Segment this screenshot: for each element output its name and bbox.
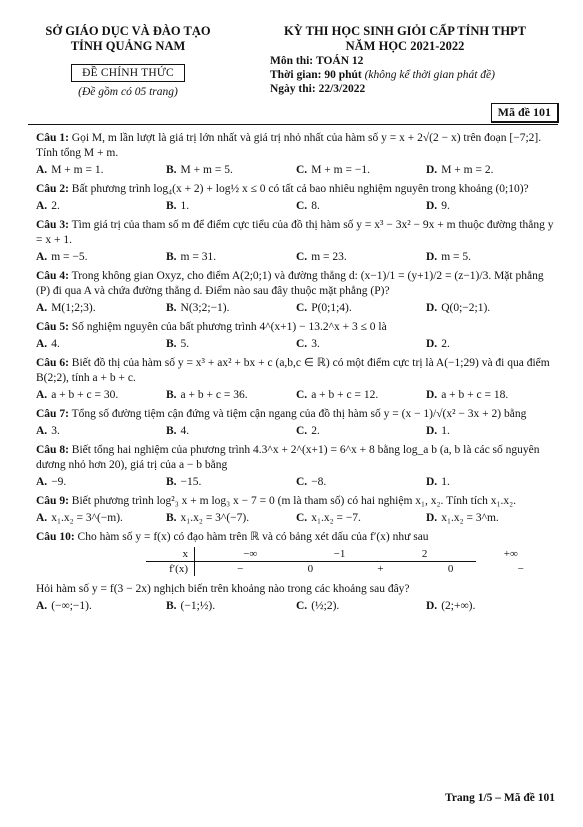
option-text: 3. [51, 425, 60, 437]
question-9 [36, 494, 556, 526]
option-text: 2. [311, 425, 320, 437]
option-letter: D. [426, 476, 438, 488]
option-text: x₁.x₂ = 3^(−7). [180, 512, 250, 524]
date-value: 22/3/2022 [318, 83, 366, 95]
time-line [270, 68, 560, 82]
answer-option-a [36, 511, 166, 526]
option-letter: B. [166, 600, 177, 612]
exam-title: KỲ THI HỌC SINH GIỎI CẤP TỈNH THPT [283, 24, 527, 38]
question-number: Câu 4: [36, 270, 69, 282]
question-text [36, 182, 556, 197]
question-text [36, 131, 556, 161]
sign-table-x-label: x [146, 547, 195, 561]
answer-option-b [166, 475, 296, 490]
answer-option-c [296, 163, 426, 178]
answer-option-d [426, 511, 556, 526]
option-text: 3. [311, 338, 320, 350]
question-followup: Hỏi hàm số y = f(3 − 2x) nghịch biến trên khoảng nào trong các khoảng sau đây? [36, 583, 410, 595]
answer-option-b [166, 388, 296, 403]
subject-value: TOÁN 12 [316, 55, 364, 67]
time-value: 90 phút [324, 69, 362, 81]
option-text: (½;2). [311, 600, 340, 612]
question-body: Biết đồ thị của hàm số y = x³ + ax² + bx + c (a,b,c ∈ ℝ) có một điểm cực trị là A(−1;29) và đi qua điểm B(2;2), tính a + b + c. [36, 357, 550, 384]
answer-option-a [36, 599, 166, 614]
option-letter: A. [36, 251, 48, 263]
answer-options [36, 301, 556, 316]
option-text: a + b + c = 36. [180, 389, 248, 401]
option-text: x₁.x₂ = 3^(−m). [51, 512, 123, 524]
option-letter: D. [426, 200, 438, 212]
answer-option-b [166, 424, 296, 439]
option-letter: C. [296, 302, 308, 314]
option-text: (−∞;−1). [51, 600, 92, 612]
option-text: M(1;2;3). [51, 302, 96, 314]
school-year: NĂM HỌC 2021-2022 [345, 39, 465, 53]
answer-option-a [36, 388, 166, 403]
option-text: (−1;½). [180, 600, 216, 612]
question-body: Trong không gian Oxyz, cho điểm A(2;0;1) và đường thẳng d: (x−1)/1 = (y+1)/2 = (z−1)/3. Mặt phẳng (P) đi qua A và chứa đường thẳng d. Điểm nào sau đây thuộc mặt phẳng (P)? [36, 270, 544, 297]
sign-table [146, 547, 556, 576]
option-text: M + m = −1. [311, 164, 370, 176]
option-letter: D. [426, 512, 438, 524]
answer-option-d [426, 475, 556, 490]
option-text: m = 5. [441, 251, 471, 263]
question-text [36, 269, 556, 299]
option-text: 1. [441, 476, 450, 488]
answer-option-c [296, 337, 426, 352]
option-letter: B. [166, 389, 177, 401]
option-letter: A. [36, 200, 48, 212]
answer-option-a [36, 424, 166, 439]
answer-option-c [296, 250, 426, 265]
question-body: Biết tổng hai nghiệm của phương trình 4.3^x + 2^(x+1) = 6^x + 8 bằng log_a b (a, b là các số nguyên dương nhỏ hơn 20), giá trị của a − b bằng [36, 444, 540, 471]
option-text: P(0;1;4). [311, 302, 352, 314]
option-text: 2. [51, 200, 60, 212]
answer-option-b [166, 599, 296, 614]
option-text: m = 23. [311, 251, 347, 263]
option-letter: A. [36, 389, 48, 401]
option-letter: D. [426, 600, 438, 612]
sign-table-sign: − [237, 562, 244, 575]
time-label: Thời gian: [270, 69, 322, 81]
header-divider [28, 124, 558, 125]
option-letter: A. [36, 302, 48, 314]
option-text: a + b + c = 30. [51, 389, 119, 401]
option-letter: C. [296, 600, 308, 612]
option-text: x₁.x₂ = −7. [311, 512, 361, 524]
option-text: 9. [441, 200, 450, 212]
sign-table-x-value: −∞ [243, 547, 258, 560]
option-letter: A. [36, 600, 48, 612]
question-text [36, 443, 556, 473]
answer-option-d [426, 250, 556, 265]
answer-option-c [296, 599, 426, 614]
option-letter: B. [166, 302, 177, 314]
question-body: Biết phương trình log²₃ x + m log₃ x − 7 = 0 (m là tham số) có hai nghiệm x₁, x₂. Tính tích x₁.x₂. [71, 495, 517, 507]
sign-table-x-value: −1 [333, 547, 346, 560]
answer-options [36, 511, 556, 526]
answer-option-b [166, 250, 296, 265]
answer-options [36, 599, 556, 614]
option-letter: D. [426, 302, 438, 314]
option-letter: B. [166, 164, 177, 176]
pages-note: (Đề gồm có 05 trang) [78, 86, 178, 98]
answer-option-b [166, 511, 296, 526]
date-label: Ngày thi: [270, 83, 316, 95]
question-number: Câu 6: [36, 357, 69, 369]
option-letter: D. [426, 338, 438, 350]
option-letter: C. [296, 251, 308, 263]
answer-options [36, 388, 556, 403]
question-text [36, 218, 556, 248]
answer-option-b [166, 163, 296, 178]
option-letter: A. [36, 338, 48, 350]
option-text: x₁.x₂ = 3^m. [441, 512, 499, 524]
answer-option-d [426, 424, 556, 439]
question-3 [36, 218, 556, 265]
option-letter: B. [166, 476, 177, 488]
question-1 [36, 131, 556, 178]
sign-table-sign: − [517, 562, 524, 575]
option-text: 2. [441, 338, 450, 350]
date-line [270, 82, 560, 96]
sign-table-sign: + [377, 562, 384, 575]
question-number: Câu 10: [36, 531, 75, 543]
option-letter: D. [426, 251, 438, 263]
option-text: Q(0;−2;1). [441, 302, 491, 314]
sign-table-x-value: +∞ [503, 547, 518, 560]
question-number: Câu 3: [36, 219, 69, 231]
option-text: M + m = 1. [51, 164, 104, 176]
answer-option-c [296, 475, 426, 490]
option-text: 1. [180, 200, 190, 212]
answer-options [36, 424, 556, 439]
answer-option-d [426, 388, 556, 403]
answer-option-b [166, 301, 296, 316]
question-2 [36, 182, 556, 214]
question-5 [36, 320, 556, 352]
option-letter: B. [166, 251, 177, 263]
option-letter: C. [296, 164, 308, 176]
option-text: 5. [180, 338, 190, 350]
question-text [36, 530, 556, 545]
option-text: (2;+∞). [441, 600, 476, 612]
option-text: m = 31. [180, 251, 217, 263]
option-text: 8. [311, 200, 320, 212]
question-number: Câu 7: [36, 408, 69, 420]
header-left [28, 24, 228, 98]
answer-option-a [36, 199, 166, 214]
option-letter: B. [166, 425, 177, 437]
option-letter: A. [36, 425, 48, 437]
answer-option-a [36, 301, 166, 316]
sign-table-x-value: 2 [421, 547, 428, 560]
question-number: Câu 5: [36, 321, 69, 333]
answer-option-d [426, 199, 556, 214]
answer-option-c [296, 199, 426, 214]
option-letter: D. [426, 425, 438, 437]
answer-option-a [36, 163, 166, 178]
exam-code-box: Mã đề 101 [491, 103, 559, 123]
option-letter: A. [36, 476, 48, 488]
question-text [36, 356, 556, 386]
sign-table-sign: 0 [447, 562, 454, 575]
option-letter: D. [426, 389, 438, 401]
answer-option-a [36, 337, 166, 352]
question-text [36, 407, 556, 422]
questions-list [36, 131, 556, 618]
option-text: m = −5. [51, 251, 88, 263]
option-letter: C. [296, 425, 308, 437]
answer-options [36, 163, 556, 178]
time-note: (không kể thời gian phát đề) [364, 69, 495, 81]
question-body: Bất phương trình log₄(x + 2) + log½ x ≤ 0 có tất cả bao nhiêu nghiệm nguyên trong khoảng (0;10)? [71, 183, 529, 195]
option-letter: B. [166, 338, 177, 350]
option-letter: C. [296, 476, 308, 488]
option-letter: A. [36, 512, 48, 524]
option-text: M + m = 2. [441, 164, 494, 176]
answer-option-c [296, 388, 426, 403]
answer-option-c [296, 511, 426, 526]
sign-table-sign: 0 [307, 562, 314, 575]
question-text [36, 494, 556, 509]
answer-option-d [426, 599, 556, 614]
question-7 [36, 407, 556, 439]
question-number: Câu 8: [36, 444, 69, 456]
sign-table-fprime-label: f′(x) [146, 562, 195, 576]
option-letter: C. [296, 200, 308, 212]
answer-option-c [296, 424, 426, 439]
answer-options [36, 337, 556, 352]
option-letter: B. [166, 512, 177, 524]
question-6 [36, 356, 556, 403]
option-letter: A. [36, 164, 48, 176]
option-letter: D. [426, 164, 438, 176]
question-body: Cho hàm số y = f(x) có đạo hàm trên ℝ và có bảng xét dấu của f′(x) như sau [77, 531, 429, 543]
answer-option-b [166, 337, 296, 352]
answer-option-b [166, 199, 296, 214]
option-text: −15. [180, 476, 202, 488]
option-letter: C. [296, 338, 308, 350]
page-footer: Trang 1/5 – Mã đề 101 [445, 792, 555, 804]
question-number: Câu 9: [36, 495, 69, 507]
option-text: N(3;2;−1). [180, 302, 230, 314]
option-letter: C. [296, 389, 308, 401]
answer-option-d [426, 163, 556, 178]
option-letter: C. [296, 512, 308, 524]
option-text: M + m = 5. [180, 164, 233, 176]
option-text: 1. [441, 425, 450, 437]
question-8 [36, 443, 556, 490]
option-text: a + b + c = 18. [441, 389, 509, 401]
option-text: 4. [180, 425, 190, 437]
answer-options [36, 250, 556, 265]
question-number: Câu 2: [36, 183, 69, 195]
question-body: Số nghiệm nguyên của bất phương trình 4^(x+1) − 13.2^x + 3 ≤ 0 là [71, 321, 387, 333]
answer-option-d [426, 301, 556, 316]
option-text: a + b + c = 12. [311, 389, 379, 401]
question-body: Tổng số đường tiệm cận đứng và tiệm cận ngang của đồ thị hàm số y = (x − 1)/√(x² − 3x + 2) bằng [71, 408, 527, 420]
answer-option-d [426, 337, 556, 352]
question-4 [36, 269, 556, 316]
department-name: SỞ GIÁO DỤC VÀ ĐÀO TẠO [45, 24, 211, 38]
answer-option-c [296, 301, 426, 316]
option-text: −8. [311, 476, 327, 488]
option-letter: B. [166, 200, 177, 212]
subject-label: Môn thi: [270, 55, 314, 67]
option-text: −9. [51, 476, 67, 488]
question-text [36, 320, 556, 335]
question-10 [36, 530, 556, 614]
answer-option-a [36, 250, 166, 265]
question-body: Gọi M, m lần lượt là giá trị lớn nhất và giá trị nhỏ nhất của hàm số y = x + 2√(2 − x) trên đoạn [−7;2]. Tính tổng M + m. [36, 132, 542, 159]
official-badge: ĐỀ CHÍNH THỨC [71, 64, 185, 82]
province-name: TỈNH QUẢNG NAM [70, 39, 186, 53]
question-body: Tìm giá trị của tham số m để điểm cực tiểu của đồ thị hàm số y = x³ − 3x² − 9x + m thuộc đường thẳng y = x + 1. [36, 219, 554, 246]
answer-options [36, 199, 556, 214]
question-number: Câu 1: [36, 132, 69, 144]
subject-line [270, 54, 560, 68]
answer-option-a [36, 475, 166, 490]
answer-options [36, 475, 556, 490]
header-right [250, 24, 560, 96]
option-text: 4. [51, 338, 60, 350]
